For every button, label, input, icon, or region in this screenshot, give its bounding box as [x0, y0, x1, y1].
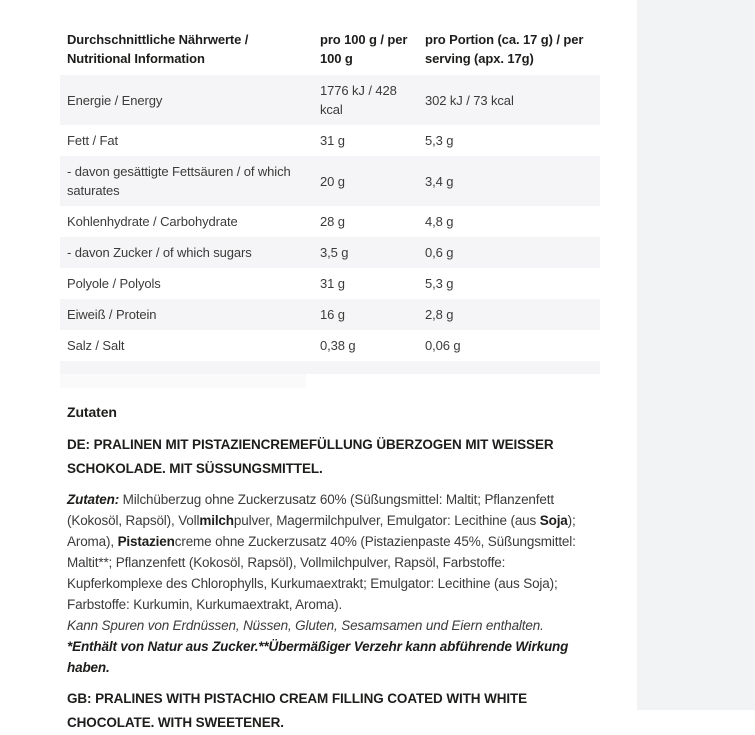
- value-per-serving: 5,3 g: [425, 133, 454, 148]
- table-row: [60, 330, 600, 361]
- row-label: Fett / Fat: [67, 133, 119, 148]
- gb-declaration: GB: PRALINES WITH PISTACHIO CREAM FILLING COATED WITH WHITE CHOCOLATE. WITH SWEETENER.: [67, 691, 528, 730]
- value-per-serving: 0,6 g: [425, 245, 454, 260]
- table-header-row: [60, 28, 600, 75]
- table-empty-cell: [60, 374, 306, 388]
- page-background-right: [637, 0, 755, 710]
- row-label: - davon Zucker / of which sugars: [67, 245, 252, 260]
- row-label: - davon gesättigte Fettsäuren / of which saturates: [67, 164, 291, 198]
- col-header-per-serving: pro Portion (ca. 17 g) / per serving (apx. 17g): [425, 32, 584, 66]
- table-row: [60, 268, 600, 299]
- value-per-100g: 1776 kJ / 428 kcal: [320, 83, 397, 117]
- ingredients-paragraph: Zutaten: Milchüberzug ohne Zuckerzusatz 60% (Süßungsmittel: Maltit; Pflanzenfett (Kokosöl, Rapsöl), Vollmilchpulver, Magermilchpulver, Emulgator: Lecithine (aus Soja); Aroma), Pistaziencreme ohne Zuckerzusatz 40% (Pistazienpaste 45%, Süßungsmittel: Maltit**; Pflanzenfett (Kokosöl, Rapsöl), Vollmilchpulver, Rapsöl, Farbstoffe: Kupferkomplexe des Chlorophylls, Kurkumaextrakt; Emulgator: Lecithine (aus Soja); Farbstoffe: Kurkumin, Kurkumaextrakt, Aroma).: [67, 492, 576, 612]
- table-row: [60, 299, 600, 330]
- table-empty-row: [60, 361, 600, 374]
- value-per-100g: 0,38 g: [320, 338, 356, 353]
- row-label: Eiweiß / Protein: [67, 307, 157, 322]
- table-row: [60, 206, 600, 237]
- value-per-100g: 31 g: [320, 133, 345, 148]
- col-header-nutrient: Durchschnittliche Nährwerte / Nutritional Information: [67, 32, 249, 66]
- product-details-panel: [60, 28, 600, 735]
- row-label: Energie / Energy: [67, 92, 163, 108]
- value-per-serving: 3,4 g: [425, 173, 454, 189]
- value-per-100g: 28 g: [320, 214, 345, 229]
- value-per-100g: 3,5 g: [320, 245, 349, 260]
- table-row: [60, 237, 600, 268]
- value-per-serving: 5,3 g: [425, 276, 454, 291]
- row-label: Kohlenhydrate / Carbohydrate: [67, 214, 238, 229]
- de-declaration: DE: PRALINEN MIT PISTAZIENCREMEFÜLLUNG ÜBERZOGEN MIT WEISSER SCHOKOLADE. MIT SÜSSUNGSMITTEL.: [67, 437, 554, 476]
- value-per-100g: 20 g: [320, 173, 345, 189]
- value-per-serving: 302 kJ / 73 kcal: [425, 92, 514, 108]
- ingredients-heading: Zutaten: [67, 404, 117, 420]
- value-per-serving: 0,06 g: [425, 338, 461, 353]
- value-per-serving: 2,8 g: [425, 307, 454, 322]
- row-label: Polyole / Polyols: [67, 276, 161, 291]
- table-row: [60, 156, 600, 206]
- value-per-100g: 16 g: [320, 307, 345, 322]
- table-row: [60, 125, 600, 156]
- value-per-serving: 4,8 g: [425, 214, 454, 229]
- table-row: [60, 75, 600, 125]
- col-header-per-100g: pro 100 g / per 100 g: [320, 32, 408, 66]
- value-per-100g: 31 g: [320, 276, 345, 291]
- allergen-note: Kann Spuren von Erdnüssen, Nüssen, Gluten, Sesamsamen und Eiern enthalten. *Enthält von Natur aus Zucker.**Übermäßiger Verzehr kann abführende Wirkung haben.: [67, 618, 569, 675]
- row-label: Salz / Salt: [67, 338, 125, 353]
- nutrition-table: [60, 28, 600, 361]
- ingredients-section: [67, 404, 597, 735]
